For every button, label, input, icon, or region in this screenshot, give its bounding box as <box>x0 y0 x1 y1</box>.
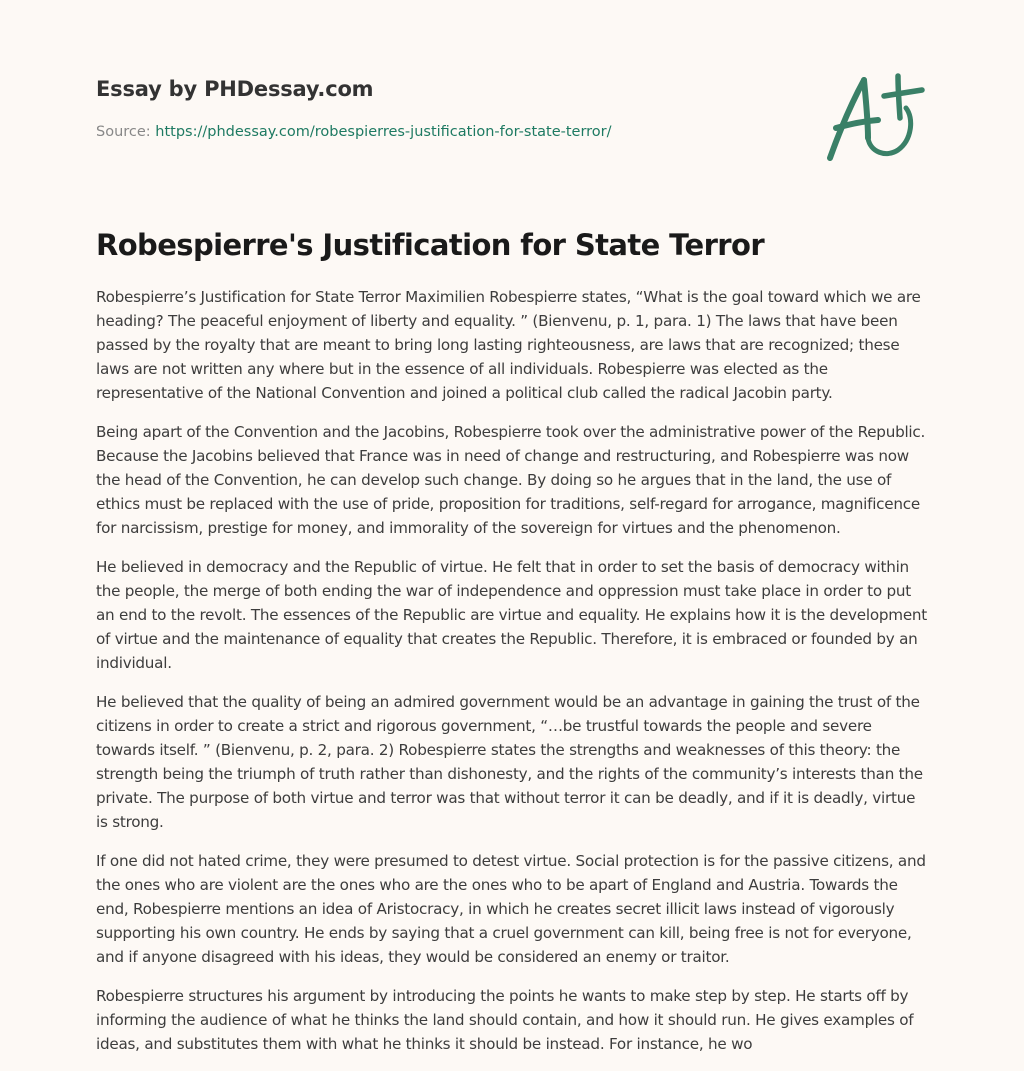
source-label: Source: <box>96 124 151 140</box>
essay-paragraph: He believed that the quality of being an admired government would be an advantage in gaining the trust of the citizens in order to create a strict and rigorous government, “…be trustful towards the people and severe towards itself. ” (Bienvenu, p. 2, para. 2) Robespierre states the strengths and weaknesses of this theory: the strength being the triumph of truth rather than dishonesty, and the rights of the community’s interests than the private. The purpose of both virtue and terror was that without terror it can be deadly, and if it is deadly, virtue is strong. <box>96 693 923 831</box>
essay-paragraph: Robespierre’s Justification for State Terror Maximilien Robespierre states, “What is the goal toward which we are heading? The peaceful enjoyment of liberty and equality. ” (Bienvenu, p. 1, para. 1) The laws that have been passed by the royalty that are meant to bring long lasting righteousness, are laws that are recognized; these laws are not written any where but in the essence of all individuals. Robespierre was elected as the representative of the National Convention and joined a political club called the radical Jacobin party. <box>96 288 921 402</box>
a-plus-grade-icon <box>822 68 930 164</box>
essay-title: Robespierre's Justification for State Terror <box>96 228 765 262</box>
source-line <box>96 122 796 142</box>
source-link[interactable]: https://phdessay.com/robespierres-justification-for-state-terror/ <box>155 124 612 140</box>
essay-body <box>96 285 931 1071</box>
essay-paragraph: Robespierre structures his argument by introducing the points he wants to make step by step. He starts off by informing the audience of what he thinks the land should contain, and how it should run. He gives examples of ideas, and substitutes them with what he thinks it should be instead. For instance, he wo <box>96 987 914 1053</box>
essay-paragraph: He believed in democracy and the Republic of virtue. He felt that in order to set the basis of democracy within the people, the merge of both ending the war of independence and oppression must take place in order to put an end to the revolt. The essences of the Republic are virtue and equality. He explains how it is the development of virtue and the maintenance of equality that creates the Republic. Therefore, it is embraced or founded by an individual. <box>96 558 927 672</box>
essay-paragraph: If one did not hated crime, they were presumed to detest virtue. Social protection is for the passive citizens, and the ones who are violent are the ones who are the ones who to be apart of England and Austria. Towards the end, Robespierre mentions an idea of Aristocracy, in which he creates secret illicit laws instead of vigorously supporting his own country. He ends by saying that a cruel government can kill, being free is not for everyone, and if anyone disagreed with his ideas, they would be considered an enemy or traitor. <box>96 852 926 966</box>
page-header <box>96 74 796 142</box>
site-title: Essay by PHDessay.com <box>96 77 374 101</box>
essay-paragraph: Being apart of the Convention and the Jacobins, Robespierre took over the administrative power of the Republic. Because the Jacobins believed that France was in need of change and restructuring, and Robespierre was now the head of the Convention, he can develop such change. By doing so he argues that in the land, the use of ethics must be replaced with the use of pride, proposition for traditions, self-regard for arrogance, magnificence for narcissism, prestige for money, and immorality of the sovereign for virtues and the phenomenon. <box>96 423 926 537</box>
